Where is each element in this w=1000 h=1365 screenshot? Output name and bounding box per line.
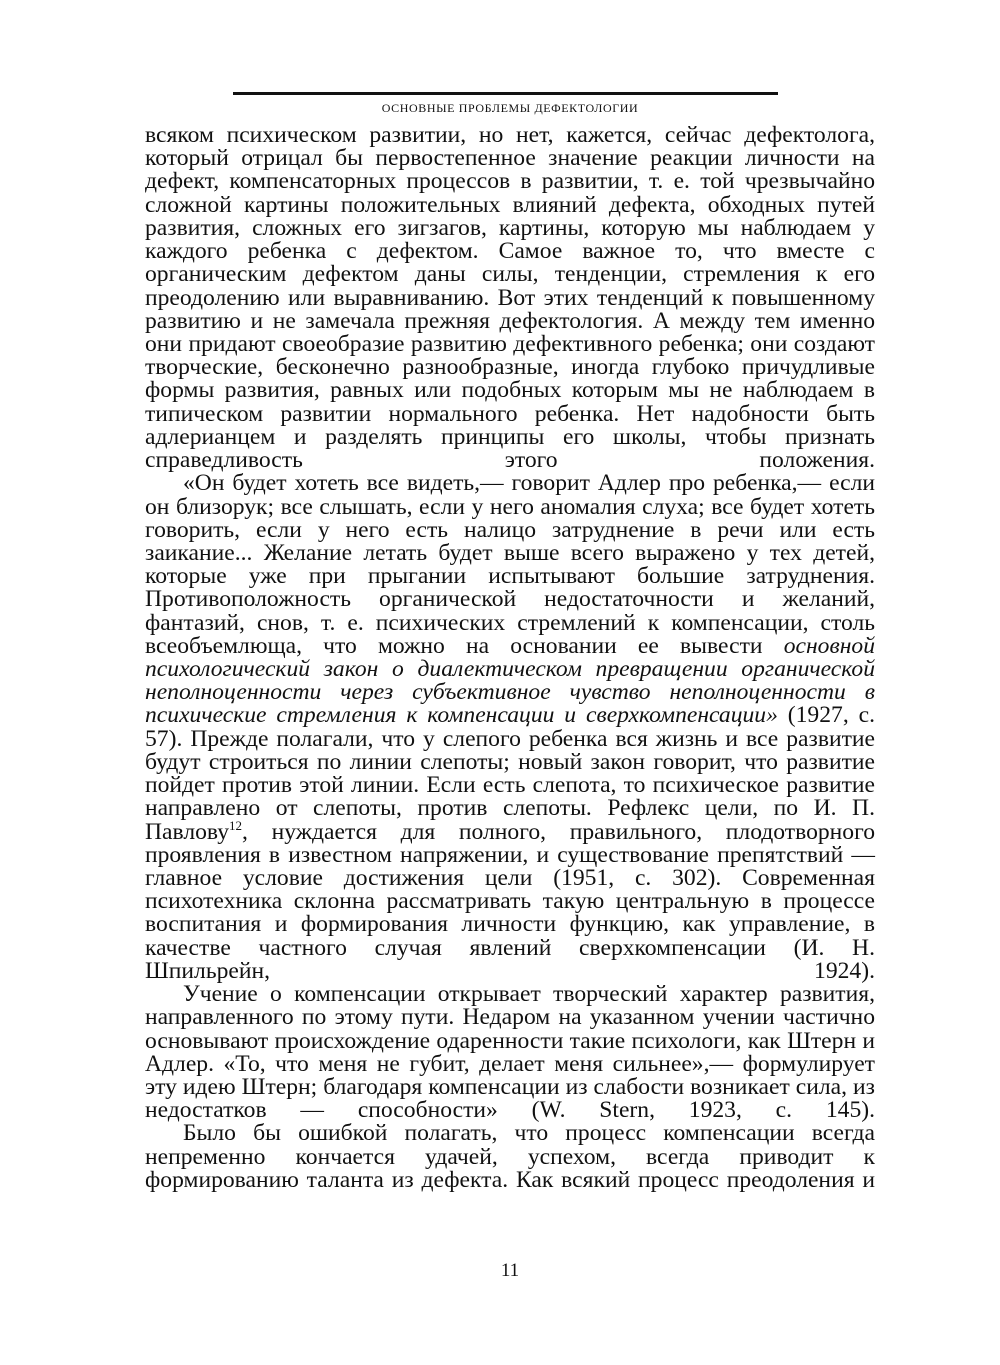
- footnote-reference[interactable]: 12: [229, 817, 243, 833]
- page-body: [145, 124, 875, 1192]
- quote-text-after-italic: (1927, с. 57). Прежде полагали, что у слепого ребенка вся жизнь и все развитие будут строиться по линии слепоты; новый закон говорит, что развитие пойдет против этой линии. Если есть слепота, то психическое развитие направлено от слепоты, против слепоты. Рефлекс цели, по И. П. Павлову: [145, 702, 875, 845]
- page-number: 11: [500, 1260, 520, 1281]
- italic-law-statement: основной психологический закон о диалектическом превращении органической неполноценности через субъективное чувство неполноценности в психические стремления к компенсации и сверхкомпенсации»: [145, 632, 875, 729]
- quote-text-after-footnote: , нуждается для полного, правильного, плодотворного проявления в известном напряжении, и существование препятствий — главное условие достижения цели (1951, с. 302). Современная психотехника склонна рассматривать такую центральную в процессе воспитания и формирования личности функцию, как управление, в качестве частного случая явлений сверхкомпенсации (И. Н. Шпильрейн, 1924).: [145, 818, 875, 984]
- quote-text-before-italic: «Он будет хотеть все видеть,— говорит Адлер про ребенка,— если он близорук; все слышать, если у него аномалия слуха; все будет хотеть говорить, если у него есть налицо затруднение в речи или есть заикание... Желание летать будет выше всего выражено у тех детей, которые уже при прыгании испытывают большие затруднения. Противоположность органической недостаточности и желаний, фантазий, снов, т. е. психических стремлений к компенсации, столь всеобъемлюща, что можно на основании ее вывести: [145, 470, 875, 659]
- header-rule: [233, 92, 778, 95]
- paragraph-continuation: всяком психическом развитии, но нет, кажется, сейчас дефектолога, который отрицал бы первостепенное значение реакции личности на дефект, компенсаторных процессов в развитии, т. е. той чрезвычайно сложной картины положительных влияний дефекта, обходных путей развития, сложных его зигзагов, картины, которую мы наблюдаем у каждого ребенка с дефектом. Самое важное то, что вместе с органическим дефектом даны силы, тенденции, стремления к его преодолению или выравниванию. Вот этих тенденций к повышенному развитию и не замечала прежняя дефектология. А между тем именно они придают своеобразие развитию дефективного ребенка; они создают творческие, бесконечно разнообразные, иногда глубоко причудливые формы развития, равных или подобных которым мы не наблюдаем в типическом развитии нормального ребенка. Нет надобности быть адлерианцем и разделять принципы его школы, чтобы признать справедливость этого положения.: [145, 122, 875, 474]
- paragraph-compensation-doctrine: Учение о компенсации открывает творческий характер развития, направленного по этому пути. Недаром на указанном учении частично основывают происхождение одаренности такие психологи, как Штерн и Адлер. «То, что меня не губит, делает меня сильнее»,— формулирует эту идею Штерн; благодаря компенсации из слабости возникает сила, из недостатков — способности» (W. Stern, 1923, с. 145).: [145, 981, 875, 1124]
- running-head: ОСНОВНЫЕ ПРОБЛЕМЫ ДЕФЕКТОЛОГИИ: [381, 101, 639, 115]
- paragraph-final: Было бы ошибкой полагать, что процесс компенсации всегда непременно кончается удачей, успехом, всегда приводит к формированию таланта из дефекта. Как всякий процесс преодоления и: [145, 1120, 875, 1193]
- paragraph-adler-quote: [145, 472, 875, 983]
